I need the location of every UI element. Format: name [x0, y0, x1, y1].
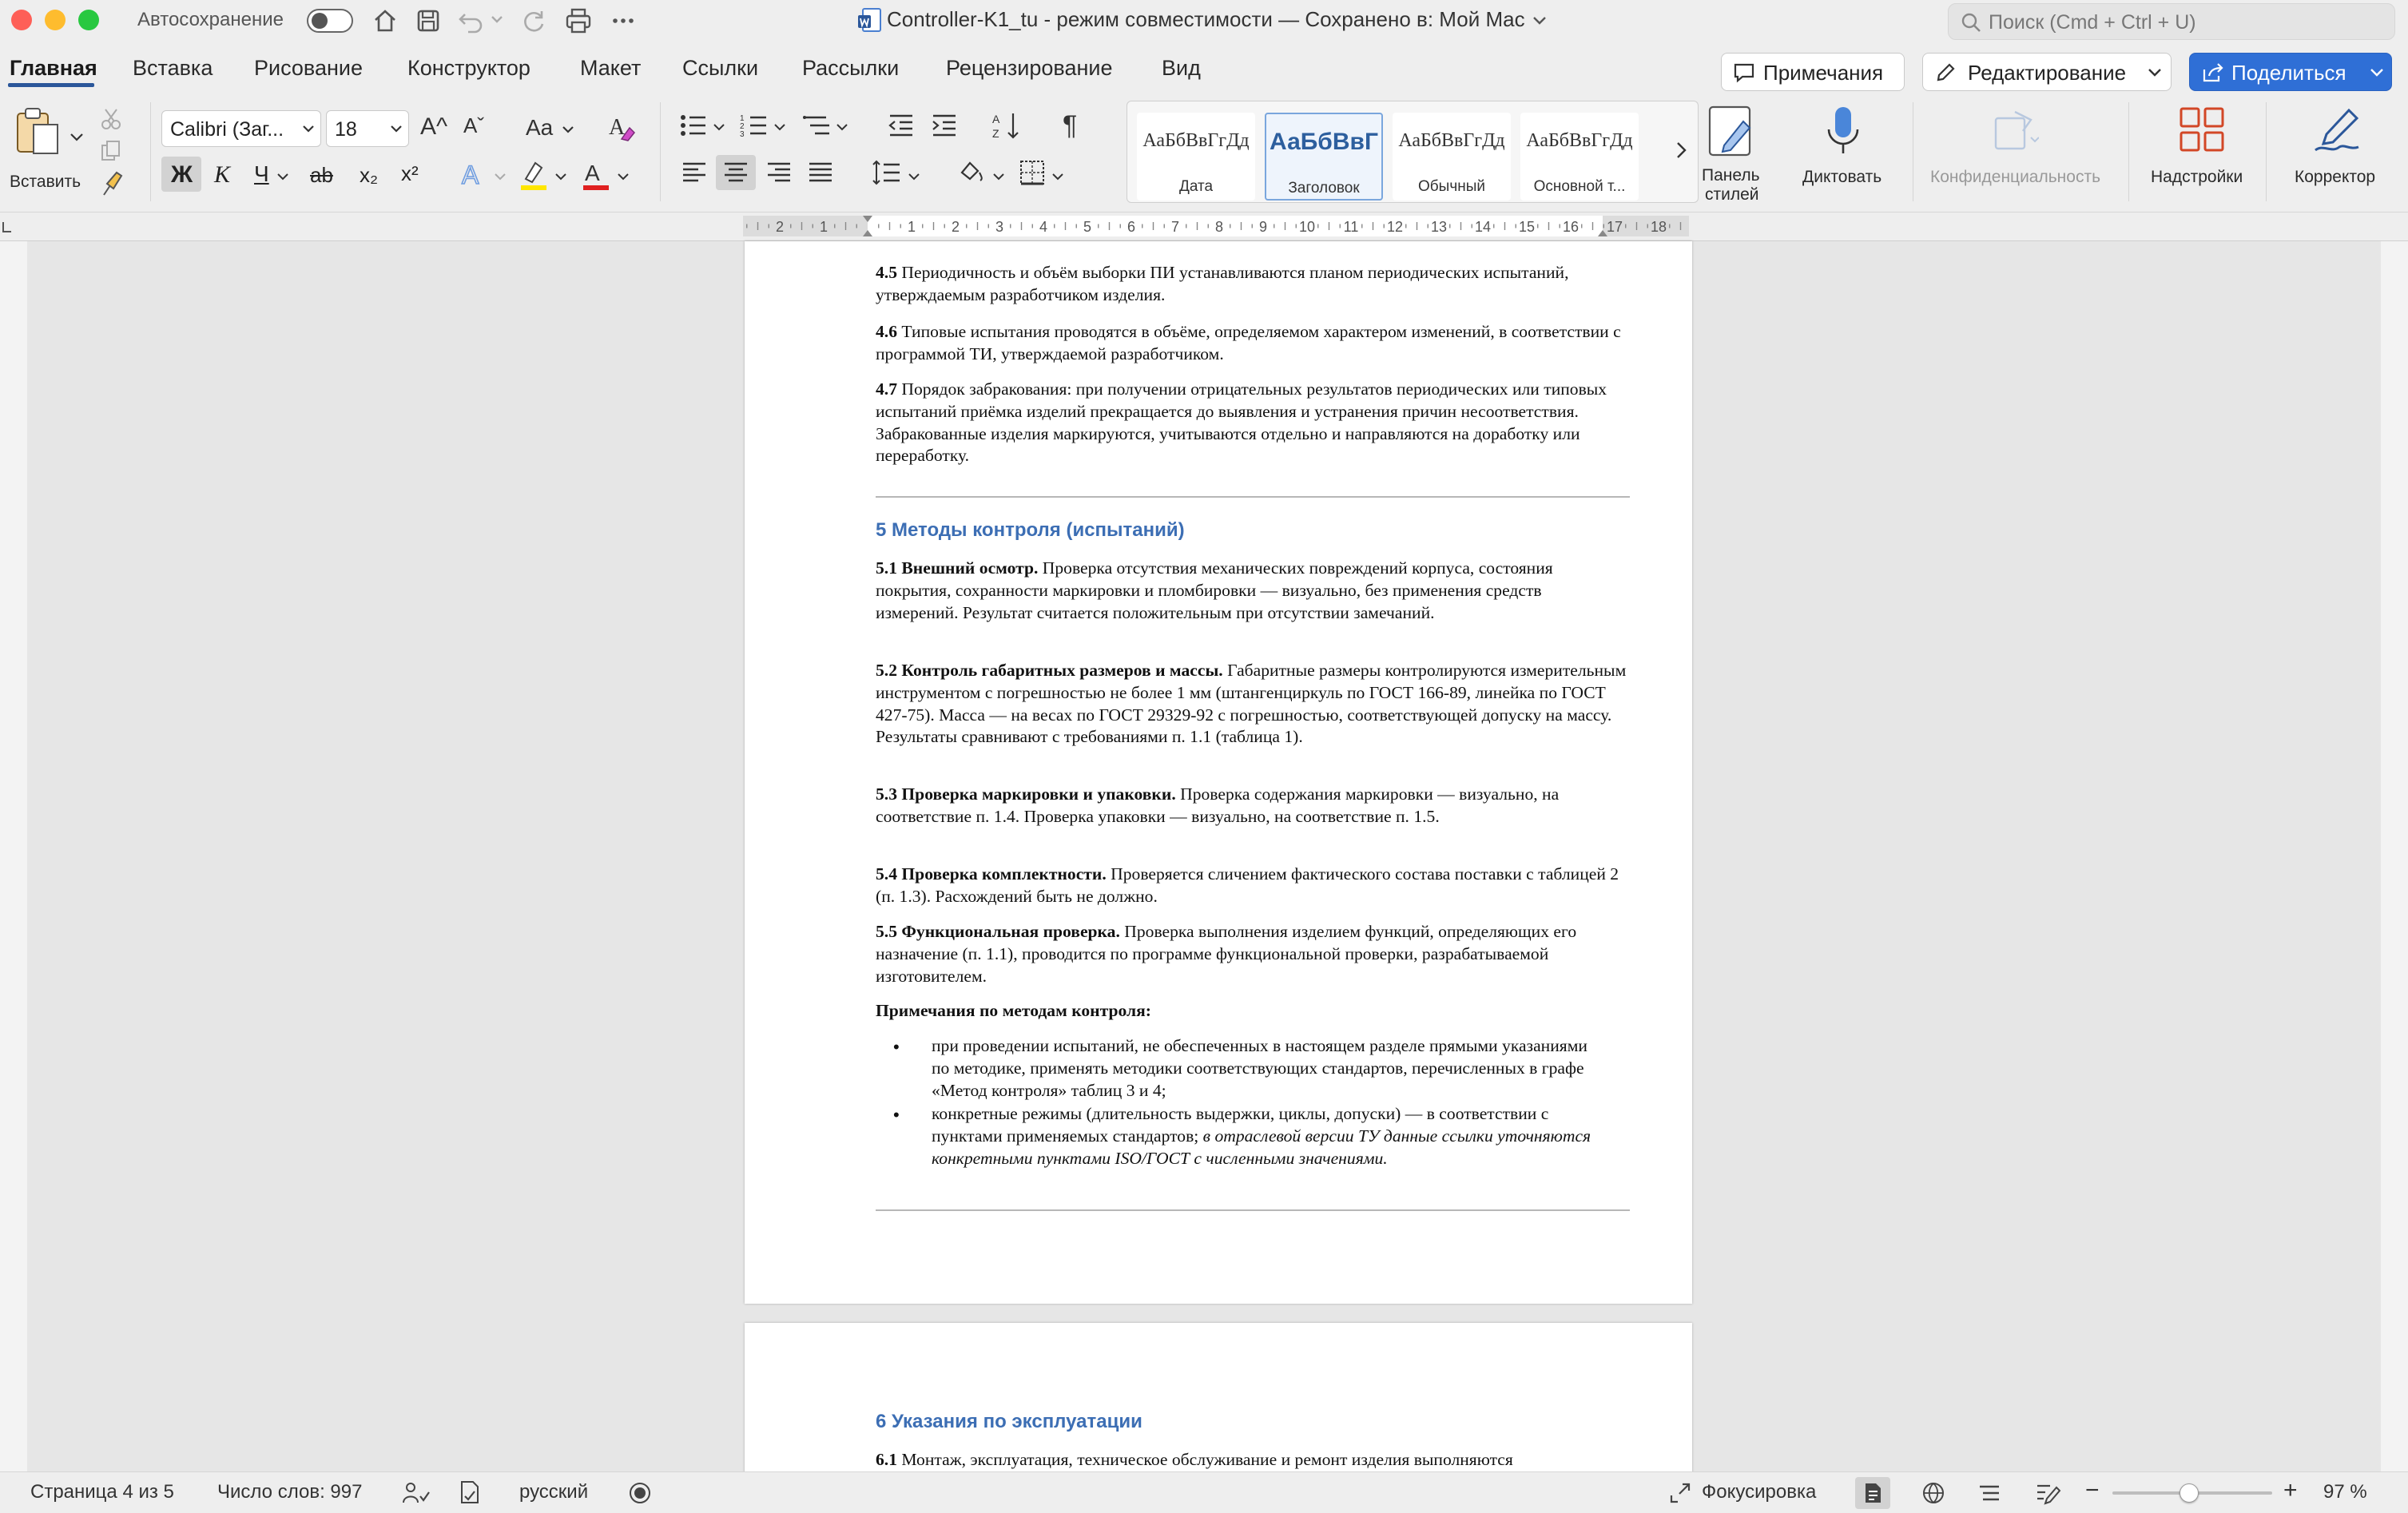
- paragraph-5-4: [876, 864, 1627, 908]
- align-right-icon[interactable]: [765, 160, 793, 185]
- ruler-number: 7: [1170, 219, 1180, 235]
- editor-button[interactable]: [2283, 102, 2395, 198]
- font-name-chevron-icon: [301, 124, 316, 135]
- addins-label: Надстройки: [2151, 168, 2243, 186]
- bullet-marker: •: [893, 1105, 900, 1125]
- comments-label: Примечания: [1763, 61, 1884, 85]
- ruler-number: 3: [995, 219, 1004, 235]
- p55-text: Проверка выполнения изделием функций, определяющих его назначение (п. 1.1), проводится по программе функциональной проверки, разрабатываемой изготовителем.: [876, 922, 1577, 986]
- bullets-chevron-icon[interactable]: [713, 123, 725, 133]
- italic-button[interactable]: К: [214, 161, 230, 188]
- svg-text:A: A: [609, 115, 626, 140]
- ruler-number: 13: [1430, 219, 1448, 235]
- svg-text:3: 3: [740, 130, 745, 139]
- style-heading-name: Заголовок: [1288, 180, 1360, 197]
- ruler-number: 4: [1039, 219, 1048, 235]
- shrink-font-button[interactable]: Aˇ: [463, 113, 484, 137]
- superscript-button[interactable]: x²: [401, 161, 419, 185]
- document-filename: Controller-K1_tu: [887, 7, 1039, 31]
- paragraph-5-2: [876, 660, 1627, 749]
- more-icon[interactable]: [609, 6, 638, 35]
- sensitivity-icon: [1991, 107, 2039, 155]
- styles-next-icon[interactable]: [1672, 138, 1691, 162]
- tab-design[interactable]: Конструктор: [407, 56, 530, 80]
- p54-text: Проверяется сличением фактического состава поставки с таблицей 2 (п. 1.3). Расхождений быть не должно.: [876, 864, 1619, 906]
- active-tab-indicator: [8, 83, 94, 87]
- comments-button[interactable]: [1721, 53, 1905, 91]
- underline-button[interactable]: Ч: [254, 161, 269, 186]
- change-case-button[interactable]: Aa: [526, 115, 554, 140]
- strikethrough-button[interactable]: ab: [310, 163, 333, 187]
- align-left-icon[interactable]: [681, 160, 708, 185]
- sensitivity-label: Конфиденциальность: [1930, 168, 2101, 186]
- p61-number: 6.1: [876, 1450, 897, 1469]
- editing-chevron-down-icon: [2147, 66, 2163, 79]
- highlight-chevron-icon[interactable]: [554, 173, 567, 182]
- style-body-text[interactable]: [1520, 113, 1639, 201]
- proofing-icon[interactable]: [457, 1479, 483, 1506]
- sensitivity-button[interactable]: [1927, 102, 2116, 198]
- font-color-icon[interactable]: [580, 158, 612, 192]
- font-name-combo[interactable]: [161, 110, 321, 147]
- close-window-button[interactable]: [11, 10, 32, 30]
- ruler-number: 16: [1562, 219, 1580, 235]
- p47-text: Порядок забракования: при получении отрицательных результатов периодических или типовых испытаний приёмка изделий прекращается до выявления и устранения причин несоответствия. Забракованные изделия маркируются, учитываются отдельно и направляются на доработку или переработку.: [876, 379, 1607, 466]
- ruler-number: 1: [907, 219, 916, 235]
- ruler-number: 9: [1258, 219, 1268, 235]
- search-input[interactable]: [1948, 3, 2395, 40]
- language-indicator[interactable]: русский: [519, 1481, 589, 1503]
- paste-chevron-down-icon: [69, 131, 85, 144]
- style-body-preview: АаБбВвГгДд: [1526, 130, 1633, 151]
- tab-stop-selector-icon[interactable]: [0, 219, 13, 235]
- style-date[interactable]: [1137, 113, 1255, 201]
- bullet2-plain: конкретные режимы (длительность выдержки, циклы, допуски) — в соответствии с пунктами применяемых стандартов;: [932, 1104, 1549, 1146]
- editor-label: Корректор: [2295, 168, 2376, 186]
- format-painter-icon[interactable]: [99, 171, 125, 197]
- borders-icon[interactable]: [1018, 158, 1047, 187]
- print-icon[interactable]: [564, 6, 593, 35]
- style-date-preview: АаБбВвГгДд: [1142, 130, 1250, 151]
- draft-view-icon[interactable]: [2034, 1479, 2061, 1507]
- underline-chevron-icon[interactable]: [276, 173, 289, 182]
- ruler-number: 11: [1343, 219, 1359, 235]
- show-marks-button[interactable]: ¶: [1063, 110, 1078, 141]
- bullets-icon[interactable]: [679, 112, 708, 139]
- tab-mailings[interactable]: Рассылки: [802, 56, 900, 80]
- font-size-value: 18: [335, 118, 357, 141]
- align-center-icon: [722, 160, 749, 185]
- style-normal-name: Обычный: [1418, 178, 1485, 195]
- section-5-heading: 5 Методы контроля (испытаний): [876, 519, 1185, 541]
- font-size-combo[interactable]: [326, 110, 409, 147]
- p47-number: 4.7: [876, 379, 897, 399]
- section-6-heading: 6 Указания по эксплуатации: [876, 1411, 1142, 1432]
- paragraph-6-1: [876, 1449, 1643, 1471]
- macro-record-icon[interactable]: [628, 1481, 652, 1505]
- align-center-button[interactable]: [716, 155, 756, 190]
- editing-label: Редактирование: [1968, 61, 2127, 85]
- font-size-chevron-icon: [389, 124, 403, 135]
- style-normal-preview: АаБбВвГгДд: [1398, 130, 1505, 151]
- search-placeholder: Поиск (Cmd + Ctrl + U): [1989, 11, 2196, 34]
- zoom-out-button[interactable]: −: [2085, 1477, 2100, 1503]
- p45-number: 4.5: [876, 263, 897, 282]
- paste-label: Вставить: [10, 173, 81, 191]
- paragraph-4-7: [876, 379, 1627, 467]
- home-icon[interactable]: [371, 6, 399, 35]
- pencil-icon: [1934, 62, 1957, 84]
- p52-title: 5.2 Контроль габаритных размеров и массы.: [876, 661, 1223, 680]
- share-icon: [2201, 62, 2225, 84]
- bullet2-italic: в отраслевой версии ТУ данные ссылки уточняются конкретными пунктами ISO/ГОСТ с численными значениями.: [932, 1126, 1591, 1168]
- change-case-chevron-icon[interactable]: [561, 125, 575, 136]
- svg-text:A: A: [462, 161, 479, 189]
- increase-indent-icon[interactable]: [930, 112, 959, 139]
- styles-pane-label-1: Панель: [1702, 166, 1760, 185]
- section-divider: [876, 496, 1630, 498]
- addins-button[interactable]: [2144, 102, 2256, 198]
- horizontal-ruler[interactable]: [743, 212, 1689, 241]
- tab-layout[interactable]: Макет: [580, 56, 642, 80]
- highlight-color-icon[interactable]: [518, 158, 550, 192]
- notes-title: Примечания по методам контроля:: [876, 1001, 1151, 1020]
- tab-home[interactable]: Главная: [10, 56, 97, 80]
- style-heading-preview: АаБбВвГ: [1270, 129, 1378, 155]
- word-count[interactable]: Число слов: 997: [217, 1481, 363, 1503]
- paragraph-4-6: [876, 321, 1627, 366]
- p53-title: 5.3 Проверка маркировки и упаковки.: [876, 784, 1176, 804]
- ruler-number: 12: [1386, 219, 1404, 235]
- accessibility-people-icon[interactable]: [401, 1480, 431, 1506]
- clear-formatting-icon[interactable]: [606, 112, 638, 144]
- p55-title: 5.5 Функциональная проверка.: [876, 922, 1120, 941]
- undo-dropdown-icon[interactable]: [489, 11, 505, 27]
- ruler-number: 5: [1083, 219, 1092, 235]
- page-count[interactable]: Страница 4 из 5: [30, 1481, 174, 1503]
- autosave-label: Автосохранение: [137, 9, 284, 30]
- borders-chevron-icon[interactable]: [1051, 173, 1064, 182]
- grow-font-button[interactable]: A^: [420, 113, 448, 140]
- font-name-value: Calibri (Заг...: [170, 118, 284, 141]
- style-normal[interactable]: [1393, 113, 1511, 201]
- line-spacing-icon[interactable]: [871, 158, 903, 187]
- cut-icon[interactable]: [99, 107, 123, 131]
- save-icon[interactable]: [414, 6, 443, 35]
- svg-text:A: A: [992, 113, 1000, 125]
- undo-icon[interactable]: [457, 6, 486, 35]
- bullet-marker: •: [893, 1037, 900, 1057]
- web-layout-icon[interactable]: [1921, 1480, 1946, 1506]
- section-end-divider: [876, 1209, 1630, 1211]
- focus-expand-icon[interactable]: [1668, 1481, 1692, 1505]
- tab-view[interactable]: Вид: [1162, 56, 1201, 80]
- zoom-slider-thumb[interactable]: [2180, 1483, 2199, 1503]
- p46-text: Типовые испытания проводятся в объёме, определяемом характером изменений, в соответствии с программой ТИ, утверждаемой разработчиком.: [876, 322, 1621, 363]
- left-margin-strip: [0, 241, 27, 1471]
- paste-button[interactable]: [8, 104, 88, 200]
- right-margin-strip: [2381, 241, 2408, 1471]
- shading-chevron-icon[interactable]: [992, 173, 1005, 182]
- p51-title: 5.1 Внешний осмотр.: [876, 558, 1039, 578]
- microphone-icon: [1823, 104, 1863, 160]
- ribbon: [0, 94, 2408, 212]
- p51-text: Проверка отсутствия механических повреждений корпуса, состояния покрытия, сохранности маркировки и пломбировки — визуально, без применения средств измерений. Результат считается положительным при отсутствии замечаний.: [876, 558, 1553, 622]
- share-chevron-down-icon: [2369, 66, 2385, 79]
- svg-text:Z: Z: [992, 127, 999, 140]
- search-icon: [1960, 11, 1982, 34]
- tab-draw[interactable]: Рисование: [254, 56, 363, 80]
- ruler-number: 6: [1127, 219, 1136, 235]
- tab-insert[interactable]: Вставка: [133, 56, 213, 80]
- numbering-icon[interactable]: [740, 112, 769, 139]
- editor-icon: [2312, 104, 2363, 157]
- style-body-name: Основной т...: [1533, 178, 1626, 195]
- compatibility-mode: режим совместимости: [1056, 7, 1273, 31]
- p46-number: 4.6: [876, 322, 897, 341]
- ruler-number: 1: [819, 219, 828, 235]
- style-date-name: Дата: [1178, 178, 1214, 195]
- ruler-number: 2: [775, 219, 785, 235]
- notes-bullet-2: [932, 1103, 1603, 1169]
- title-separator: -: [1038, 7, 1057, 31]
- svg-text:2: 2: [740, 122, 745, 131]
- paragraph-5-1: [876, 558, 1627, 624]
- saved-location: — Сохранено в: Мой Mac: [1272, 7, 1525, 31]
- tab-references[interactable]: Ссылки: [682, 56, 759, 80]
- p45-text: Периодичность и объём выборки ПИ устанавливаются планом периодических испытаний, утверждаемым разработчиком изделия.: [876, 263, 1569, 304]
- minimize-window-button[interactable]: [45, 10, 66, 30]
- multilevel-list-icon[interactable]: [802, 112, 831, 139]
- copy-icon[interactable]: [99, 139, 123, 163]
- ruler-number: 8: [1214, 219, 1224, 235]
- multilevel-chevron-icon[interactable]: [836, 123, 848, 133]
- clipboard-icon: [13, 105, 61, 157]
- autosave-toggle[interactable]: [307, 9, 353, 33]
- editing-mode-button[interactable]: [1922, 53, 2172, 91]
- print-layout-view-button[interactable]: [1855, 1477, 1890, 1509]
- dictate-button[interactable]: [1799, 102, 1889, 198]
- maximize-window-button[interactable]: [78, 10, 99, 30]
- style-heading[interactable]: [1265, 113, 1383, 201]
- tab-review[interactable]: Рецензирование: [946, 56, 1113, 80]
- share-label: Поделиться: [2231, 61, 2346, 85]
- comment-icon: [1733, 62, 1755, 83]
- ruler-number: 2: [951, 219, 960, 235]
- text-effects-chevron-icon[interactable]: [494, 173, 507, 182]
- bold-button[interactable]: Ж: [171, 161, 193, 188]
- word-doc-icon: [856, 7, 882, 34]
- p54-title: 5.4 Проверка комплектности.: [876, 864, 1107, 884]
- styles-pane-icon: [1707, 104, 1758, 158]
- numbering-chevron-icon[interactable]: [773, 123, 786, 133]
- font-color-chevron-icon[interactable]: [617, 173, 630, 182]
- window-title: [887, 7, 1548, 32]
- paragraph-5-3: [876, 784, 1627, 828]
- outline-view-icon[interactable]: [1977, 1480, 2002, 1506]
- ruler-number: 17: [1606, 219, 1623, 235]
- zoom-in-button[interactable]: +: [2283, 1477, 2298, 1503]
- ruler-number: 10: [1298, 219, 1316, 235]
- share-button[interactable]: [2189, 53, 2392, 91]
- print-layout-icon: [1863, 1482, 1882, 1504]
- svg-text:A: A: [585, 161, 600, 185]
- p53-text: Проверка содержания маркировки — визуально, на соответствие п. 1.4. Проверка упаковки — визуально, на соответствие п. 1.5.: [876, 784, 1560, 826]
- paragraph-4-5: [876, 262, 1627, 307]
- styles-pane-label-2: стилей: [1705, 185, 1759, 204]
- ruler-number: 18: [1650, 219, 1667, 235]
- line-spacing-chevron-icon[interactable]: [908, 173, 920, 182]
- svg-text:1: 1: [740, 114, 745, 123]
- sort-icon[interactable]: [991, 110, 1023, 142]
- ruler-number: 15: [1518, 219, 1536, 235]
- dictate-label: Диктовать: [1802, 168, 1882, 186]
- notes-bullet-1: при проведении испытаний, не обеспеченных в настоящем разделе прямыми указаниями по методике, применять методики соответствующих стандартов, перечисленных в графе «Метод контроля» таблиц 3 и 4;: [932, 1036, 1587, 1100]
- styles-pane-button[interactable]: [1702, 102, 1766, 205]
- redo-icon[interactable]: [519, 6, 548, 35]
- ruler-number: 14: [1474, 219, 1492, 235]
- zoom-level[interactable]: 97 %: [2323, 1481, 2367, 1503]
- title-bar: [0, 0, 2408, 42]
- addins-icon: [2176, 104, 2227, 155]
- styles-gallery: [1127, 101, 1699, 203]
- p52-text: Габаритные размеры контролируются измерительным инструментом с погрешностью не более 1 мм (штангенциркуль по ГОСТ 166-89, линейка по ГОСТ 427-75). Масса — на весах по ГОСТ 29329-92 с погрешностью, соответствующей допуску на массу. Результаты сравнивают с требованиями п. 1.1 (таблица 1).: [876, 661, 1627, 747]
- p61-text: Монтаж, эксплуатация, техническое обслуживание и ремонт изделия выполняются: [897, 1450, 1513, 1469]
- focus-mode-button[interactable]: Фокусировка: [1702, 1481, 1817, 1503]
- justify-icon[interactable]: [807, 160, 834, 185]
- paragraph-5-5: [876, 921, 1627, 987]
- status-bar: [0, 1471, 2408, 1513]
- title-chevron-down-icon[interactable]: [1531, 14, 1548, 28]
- subscript-button[interactable]: x₂: [360, 163, 379, 187]
- decrease-indent-icon[interactable]: [887, 112, 916, 139]
- shading-icon[interactable]: [956, 158, 987, 187]
- text-effects-icon[interactable]: [459, 160, 491, 190]
